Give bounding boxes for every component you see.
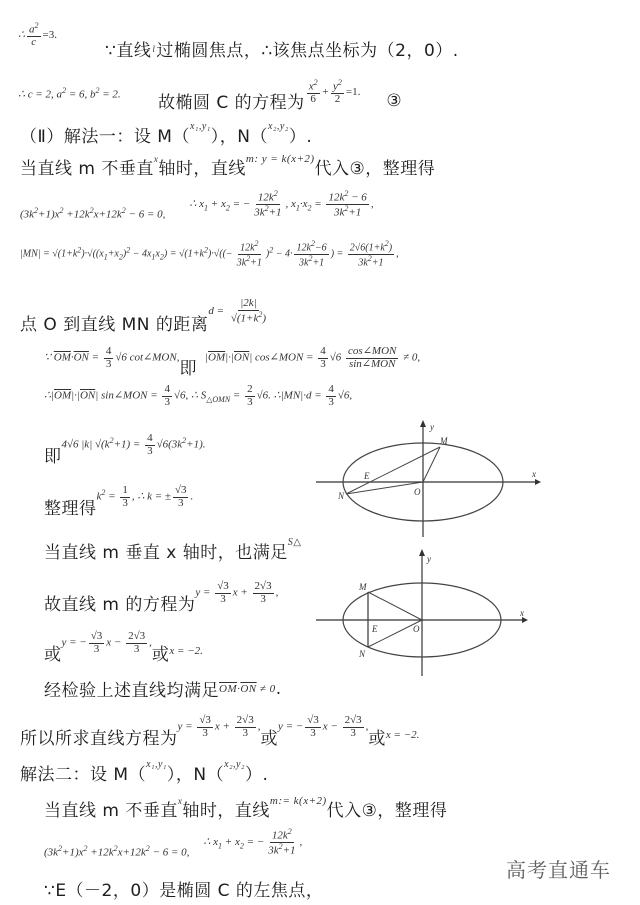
text: 当直线 m 垂直 x 轴时，也满足 <box>44 543 288 563</box>
math-quadratic: $(3k^2+1)x^2 +12k^2x+12k^2 - 6 = 0$, <box>20 206 166 221</box>
text: 或 <box>368 729 386 749</box>
text: 经检验上述直线均满足 <box>44 681 219 701</box>
text: . <box>275 678 282 699</box>
line-quadratic <box>20 188 374 221</box>
text: 即 <box>179 359 197 379</box>
point-n-coords: x₂,y₂ <box>268 121 289 132</box>
line-a2-over-c <box>18 22 57 49</box>
math-answer-3: x = −2. <box>385 728 420 741</box>
line-distance-to-mn <box>20 288 270 335</box>
text: ）. <box>244 765 269 785</box>
math-k-solution: $k^2$ = $\frac{1}{3}$ , ∴ k = ± $\frac{√3}{3}$ . <box>96 484 194 509</box>
text: 过椭圆焦点，∴该焦点坐标为（2，0）. <box>156 41 459 61</box>
text: 故椭圆 C 的方程为 <box>158 93 305 113</box>
label-n: N <box>359 649 366 659</box>
text: 解法二：设 M（ <box>20 765 147 785</box>
point-m-coords: x₁,y₁ <box>189 121 211 132</box>
text: 或 <box>151 645 170 665</box>
line-method-one-setup <box>20 122 312 147</box>
label-n: N <box>338 491 345 501</box>
point-m-coords: x₁,y₁ <box>146 759 167 770</box>
y-axis-arrow-icon <box>420 420 426 427</box>
text: 轴时，直线 <box>158 159 246 179</box>
line-method-two-setup <box>20 760 268 785</box>
watermark: 高考直通车 <box>506 858 611 882</box>
label-o: O <box>413 624 420 634</box>
label-y: y <box>427 554 431 564</box>
line-verification <box>44 676 282 701</box>
text: 点 O 到直线 MN 的距离 <box>20 315 209 335</box>
text: 或 <box>260 729 278 749</box>
line-substitute-line-m <box>20 154 435 179</box>
math-a2-over-c: ∴ $\frac{a^2}{c}$ =3. <box>18 21 57 49</box>
y-axis-arrow-icon <box>419 549 425 556</box>
line-area <box>44 384 352 408</box>
math-line-eq-positive: y = $\frac{√3}{3}$ x + $\frac{2√3}{3}$ , <box>195 580 279 605</box>
label-x: x <box>520 608 524 618</box>
ellipse-figure-1 <box>310 415 550 550</box>
math-dot-product: ∵ $\overline{OM}\cdot\overline{ON}$ = $\frac{4}{3}$ √6 cot∠MON, <box>44 345 180 370</box>
math-x-equals-minus-2: x = −2. <box>169 644 203 657</box>
math-c-a-b: ∴ c = 2, $a^2 = 6$, $b^2 = 2$. <box>18 86 121 101</box>
math-k-equation: 4√6 |k| $√(k^2+1)$ = $\frac{4}{3}$ $√6(3k^2+1)$. <box>61 432 206 457</box>
text: （Ⅱ）解法一：设 M（ <box>20 127 190 147</box>
area-symbol: S△ <box>287 537 302 548</box>
segment-om <box>423 447 440 482</box>
label-m: M <box>359 582 367 592</box>
text: 整理得 <box>44 499 97 519</box>
line-alternatives <box>44 622 203 665</box>
math-answer-2: y = − $\frac{√3}{3}$ x − $\frac{2√3}{3}$ , <box>277 714 369 739</box>
line-substitute-line-m-2 <box>44 796 447 821</box>
x-symbol: x <box>177 795 183 806</box>
label-x: x <box>532 469 536 479</box>
label-e: E <box>364 471 370 481</box>
line-l-symbol: l <box>152 43 156 54</box>
equation-tag: ③ <box>386 90 403 111</box>
math-area: $\therefore|\overline{OM}|\cdot|\overline{ON}|$ sin∠MON = $\frac{4}{3}$ √6, ∴ $S_{\triangle OMN}$ = $\frac{2}{3}$ √6. ∴|MN|·d = $\frac{4}{3}$ √6, <box>44 383 353 408</box>
line-c-a-b-values <box>18 86 121 101</box>
text: ∵E（－2，0）是椭圆 C 的左焦点， <box>44 881 324 901</box>
math-dot-nonzero: $\overline{OM}\cdot\overline{ON} \ne 0$ <box>219 682 276 695</box>
text: 或 <box>44 645 62 665</box>
label-e: E <box>372 624 378 634</box>
label-o: O <box>414 487 421 497</box>
math-vieta-sum: ∴ $x_1 + x_2$ = − $\frac{12k^2}{3k^2+1}$ , <box>203 826 303 857</box>
ellipse-figure-2 <box>310 548 535 683</box>
line-left-focus <box>44 876 323 901</box>
math-answer-1: y = $\frac{√3}{3}$ x + $\frac{2√3}{3}$ , <box>177 714 261 739</box>
label-m: M <box>440 436 448 446</box>
line-ellipse-equation <box>158 72 402 113</box>
math-line-eq-negative: y = − $\frac{√3}{3}$ x − $\frac{2√3}{3}$ , <box>61 630 152 655</box>
line-focus-coordinate <box>105 36 459 61</box>
line-final-answer <box>20 706 419 749</box>
line-vertical-case <box>44 538 301 563</box>
math-line-m: m: y = k(x+2) <box>245 152 315 165</box>
math-line-m: m:= k(x+2) <box>269 794 327 807</box>
math-quadratic: $(3k^2+1)x^2 +12k^2x+12k^2 - 6 = 0$, <box>44 844 190 859</box>
text: 所以所求直线方程为 <box>20 729 178 749</box>
text: 代入③，整理得 <box>326 801 448 821</box>
math-ellipse-eq: $\frac{x^2}{6}$ + $\frac{y^2}{2}$ =1. <box>308 78 361 106</box>
text: 即 <box>44 447 62 467</box>
text: ）. <box>288 127 313 147</box>
math-vieta: ∴ $x_1 + x_2$ = − $\frac{12k^2}{3k^2+1}$ , $x_1\cdot x_2$ = $\frac{12k^2 - 6}{3k^2+1}$ , <box>189 188 374 219</box>
text: 当直线 m 不垂直 <box>44 801 178 821</box>
x-symbol: x <box>153 153 159 164</box>
line-quadratic-2 <box>44 826 302 859</box>
math-distance-d: d = $\frac{|2k|}{√(1+k^2)}$ <box>208 297 267 325</box>
text: 当直线 m 不垂直 <box>20 159 154 179</box>
math-mn-length: $|MN| = √(1+k^2)\cdot√((x_1+x_2)^2 - 4x_1x_2) = √(1+k^2)\cdot√((-$ $\frac{12k^2}{3k^2+1}$ )$^2$ − 4· $\frac{12k^2-6}{3k^2+1}$ ) = $\frac{2√6(1+k^2)}{3k^2+1}$ , <box>20 239 399 269</box>
text: ∵直线 <box>105 41 152 61</box>
point-n-coords: x₂,y₂ <box>224 759 245 770</box>
math-cos-form: $|\overline{OM}|\cdot|\overline{ON}|$ cos∠MON = $\frac{4}{3}$ √6 $\frac{\text{cos∠MON}}{\text{sin∠MON}}$ ≠ 0, <box>204 345 421 370</box>
x-axis-arrow-icon <box>535 479 541 485</box>
line-line-m-equation <box>44 572 278 615</box>
segment-mo <box>368 592 422 620</box>
text: ），N（ <box>210 127 269 147</box>
text: 故直线 m 的方程为 <box>44 595 196 615</box>
text: 代入③，整理得 <box>314 159 436 179</box>
text: 轴时，直线 <box>182 801 270 821</box>
line-chord-length <box>20 240 399 269</box>
text: ），N（ <box>166 765 225 785</box>
line-k-solution <box>44 476 193 519</box>
line-dot-product <box>44 338 420 379</box>
label-y: y <box>430 422 434 432</box>
line-k-equation <box>44 424 206 467</box>
